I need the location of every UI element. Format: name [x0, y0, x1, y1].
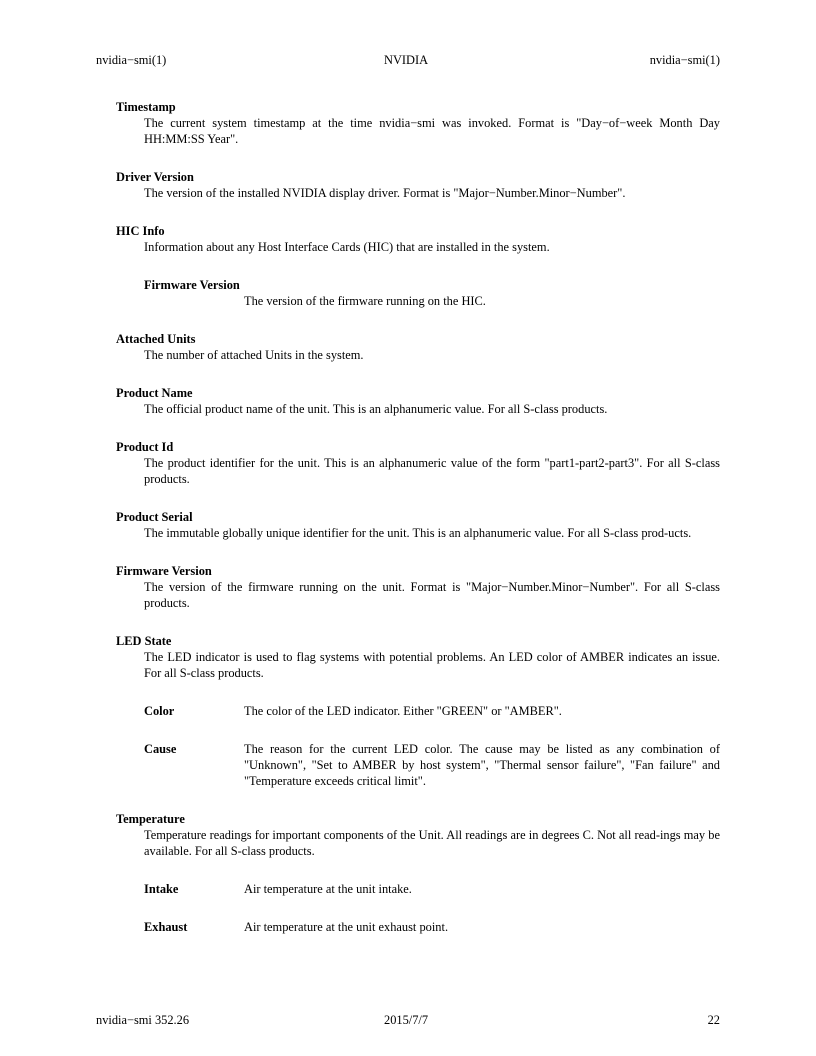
section-title: Product Name — [116, 386, 193, 400]
subsection-text: The reason for the current LED color. The cause may be listed as any combination of "Unknown", "Set to AMBER by host system", "Thermal sensor failure", "Fan failure" and "Temperature exceeds critical limit". — [244, 742, 720, 788]
subsection-key: Intake — [144, 882, 179, 896]
footer-right: 22 — [707, 1013, 720, 1027]
section-text: The number of attached Units in the system. — [144, 348, 364, 362]
section-product-name — [116, 385, 720, 417]
subsection-led-color — [144, 703, 720, 719]
subsection-title: Firmware Version — [144, 278, 240, 292]
section-text: Information about any Host Interface Cards (HIC) that are installed in the system. — [144, 240, 550, 254]
section-temperature — [116, 811, 720, 935]
section-title: HIC Info — [116, 224, 165, 238]
subsection-text: The color of the LED indicator. Either "GREEN" or "AMBER". — [244, 704, 562, 718]
section-firmware-version — [116, 563, 720, 611]
section-title: LED State — [116, 634, 172, 648]
section-text: The current system timestamp at the time nvidia−smi was invoked. Format is "Day−of−week Month Day HH:MM:SS Year". — [144, 116, 720, 146]
subsection-text: Air temperature at the unit intake. — [244, 882, 412, 896]
footer-center: 2015/7/7 — [384, 1013, 429, 1027]
section-product-id — [116, 439, 720, 487]
section-driver-version — [116, 169, 720, 201]
section-text: The product identifier for the unit. This is an alphanumeric value of the form "part1-part2-part3". For all S-class products. — [144, 456, 720, 486]
section-title: Attached Units — [116, 332, 196, 346]
section-text: The version of the firmware running on the unit. Format is "Major−Number.Minor−Number". For all S-class products. — [144, 580, 720, 610]
section-title: Driver Version — [116, 170, 194, 184]
section-text: The version of the installed NVIDIA display driver. Format is "Major−Number.Minor−Number". — [144, 186, 626, 200]
section-attached-units — [116, 331, 720, 363]
subsection-text: The version of the firmware running on the HIC. — [244, 294, 486, 308]
section-text: The LED indicator is used to flag systems with potential problems. An LED color of AMBER indicates an issue. For all S-class products. — [144, 650, 720, 680]
section-title: Timestamp — [116, 100, 176, 114]
section-title: Product Id — [116, 440, 174, 454]
subsection-temperature-exhaust — [144, 919, 720, 935]
section-title: Firmware Version — [116, 564, 212, 578]
header-left: nvidia−smi(1) — [96, 53, 167, 67]
section-title: Product Serial — [116, 510, 193, 524]
header-right: nvidia−smi(1) — [649, 53, 720, 67]
subsection-key: Color — [144, 704, 175, 718]
subsection-led-cause — [144, 741, 720, 789]
subsection-temperature-intake — [144, 881, 720, 897]
subsection-key: Exhaust — [144, 920, 188, 934]
section-text: The official product name of the unit. This is an alphanumeric value. For all S-class products. — [144, 402, 608, 416]
section-title: Temperature — [116, 812, 185, 826]
subsection-hic-firmware — [144, 277, 720, 309]
footer-left: nvidia−smi 352.26 — [96, 1013, 190, 1027]
man-page-content — [116, 99, 720, 957]
section-product-serial — [116, 509, 720, 541]
section-led-state — [116, 633, 720, 789]
header-center: NVIDIA — [384, 53, 429, 67]
section-hic-info — [116, 223, 720, 309]
section-text: Temperature readings for important components of the Unit. All readings are in degrees C. Not all read-ings may be available. For all S-class products. — [144, 828, 720, 858]
section-timestamp — [116, 99, 720, 147]
subsection-key: Cause — [144, 742, 177, 756]
section-text: The immutable globally unique identifier for the unit. This is an alphanumeric value. For all S-class prod-ucts. — [144, 526, 692, 540]
subsection-text: Air temperature at the unit exhaust point. — [244, 920, 449, 934]
